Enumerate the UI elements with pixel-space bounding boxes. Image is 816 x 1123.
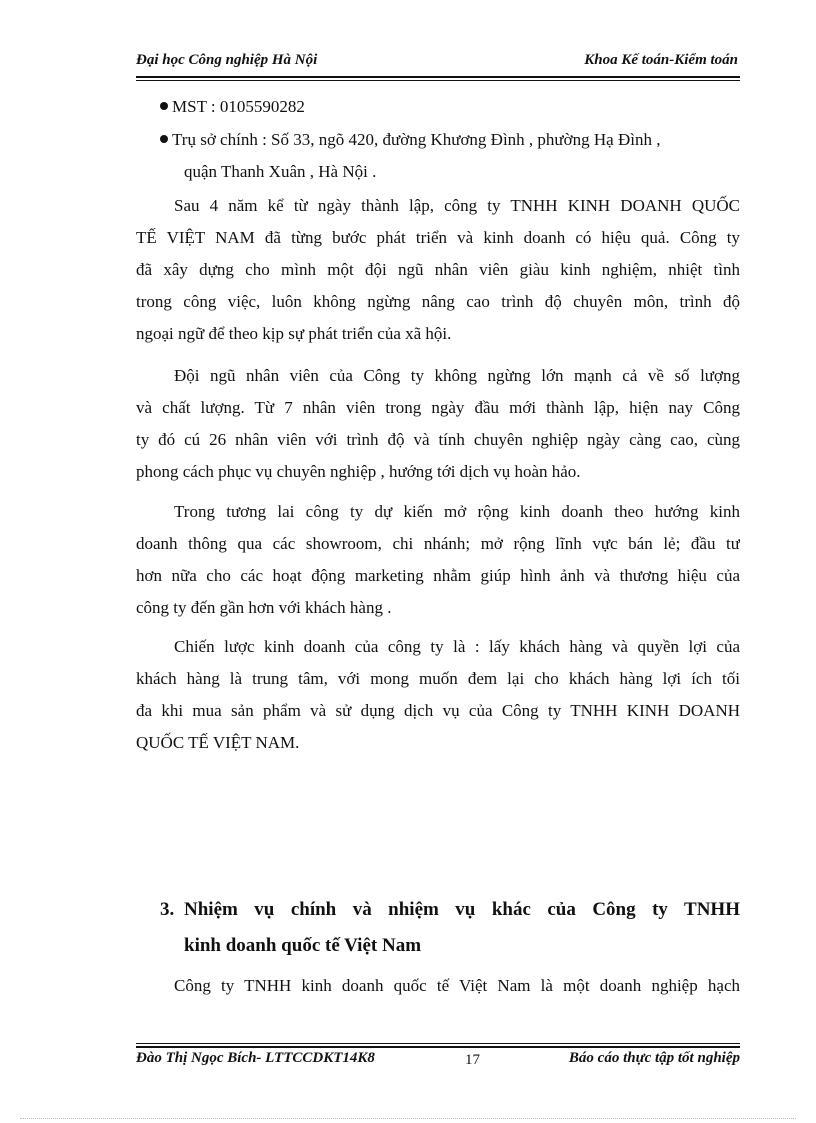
- bullet-item-tax-code: MST : 0105590282: [160, 97, 305, 117]
- bullet-address-continuation: quận Thanh Xuân , Hà Nội .: [184, 162, 377, 181]
- header-university: Đại học Công nghiệp Hà Nội: [136, 52, 318, 68]
- header-faculty: Khoa Kế toán-Kiểm toán: [584, 52, 738, 68]
- bullet-item-address: Trụ sở chính : Số 33, ngõ 420, đường Khương Đình , phường Hạ Đình ,: [160, 130, 660, 150]
- page-number: 17: [465, 1052, 480, 1068]
- page-footer: [136, 1050, 740, 1074]
- bullet-icon: [160, 102, 168, 110]
- paragraph-future-plans: Trong tương lai công ty dự kiến mở rộng kinh doanh theo hướng kinh doanh thông qua các showroom, chi nhánh; mở rộng lĩnh vực bán lẻ; đầu tư hơn nữa cho các hoạt động marketing nhằm giúp hình ảnh và thương hiệu của công ty đến gần hơn với khách hàng .: [136, 502, 740, 617]
- footer-author: Đào Thị Ngọc Bích- LTTCCDKT14K8: [136, 1050, 375, 1066]
- section-number: 3.: [160, 899, 175, 920]
- paragraph-history: Sau 4 năm kể từ ngày thành lập, công ty TNHH KINH DOANH QUỐC TẾ VIỆT NAM đã từng bước phát triển và kinh doanh có hiệu quả. Công ty đã xây dựng cho mình một đội ngũ nhân viên giàu kinh nghiệm, nhiệt tình trong công việc, luôn không ngừng nâng cao trình độ chuyên môn, trình độ ngoại ngữ để theo kịp sự phát triển của xã hội.: [136, 196, 740, 343]
- paragraph-staff: Đội ngũ nhân viên của Công ty không ngừng lớn mạnh cả về số lượng và chất lượng. Từ 7 nhân viên trong ngày đầu mới thành lập, hiện nay Công ty đó cú 26 nhân viên với trình độ và tính chuyên nghiệp ngày càng cao, cùng phong cách phục vụ chuyên nghiệp , hướng tới dịch vụ hoàn hảo.: [136, 366, 740, 481]
- page-header: [136, 50, 738, 74]
- page-boundary: [20, 1118, 796, 1119]
- paragraph-strategy: Chiến lược kinh doanh của công ty là : lấy khách hàng và quyền lợi của khách hàng là trung tâm, với mong muốn đem lại cho khách hàng lợi ích tối đa khi mua sản phẩm và sử dụng dịch vụ của Công ty TNHH KINH DOANH QUỐC TẾ VIỆT NAM.: [136, 637, 740, 752]
- footer-rule: [136, 1043, 740, 1044]
- section-title-line-1: Nhiệm vụ chính và nhiệm vụ khác của Công ty TNHH: [184, 899, 740, 920]
- header-rule: [136, 76, 740, 78]
- bullet-icon: [160, 135, 168, 143]
- footer-report-title: Báo cáo thực tập tốt nghiệp: [568, 1050, 740, 1066]
- section-title-line-2: kinh doanh quốc tế Việt Nam: [184, 935, 422, 956]
- paragraph-section-intro: Công ty TNHH kinh doanh quốc tế Việt Nam là một doanh nghiệp hạch: [174, 976, 740, 995]
